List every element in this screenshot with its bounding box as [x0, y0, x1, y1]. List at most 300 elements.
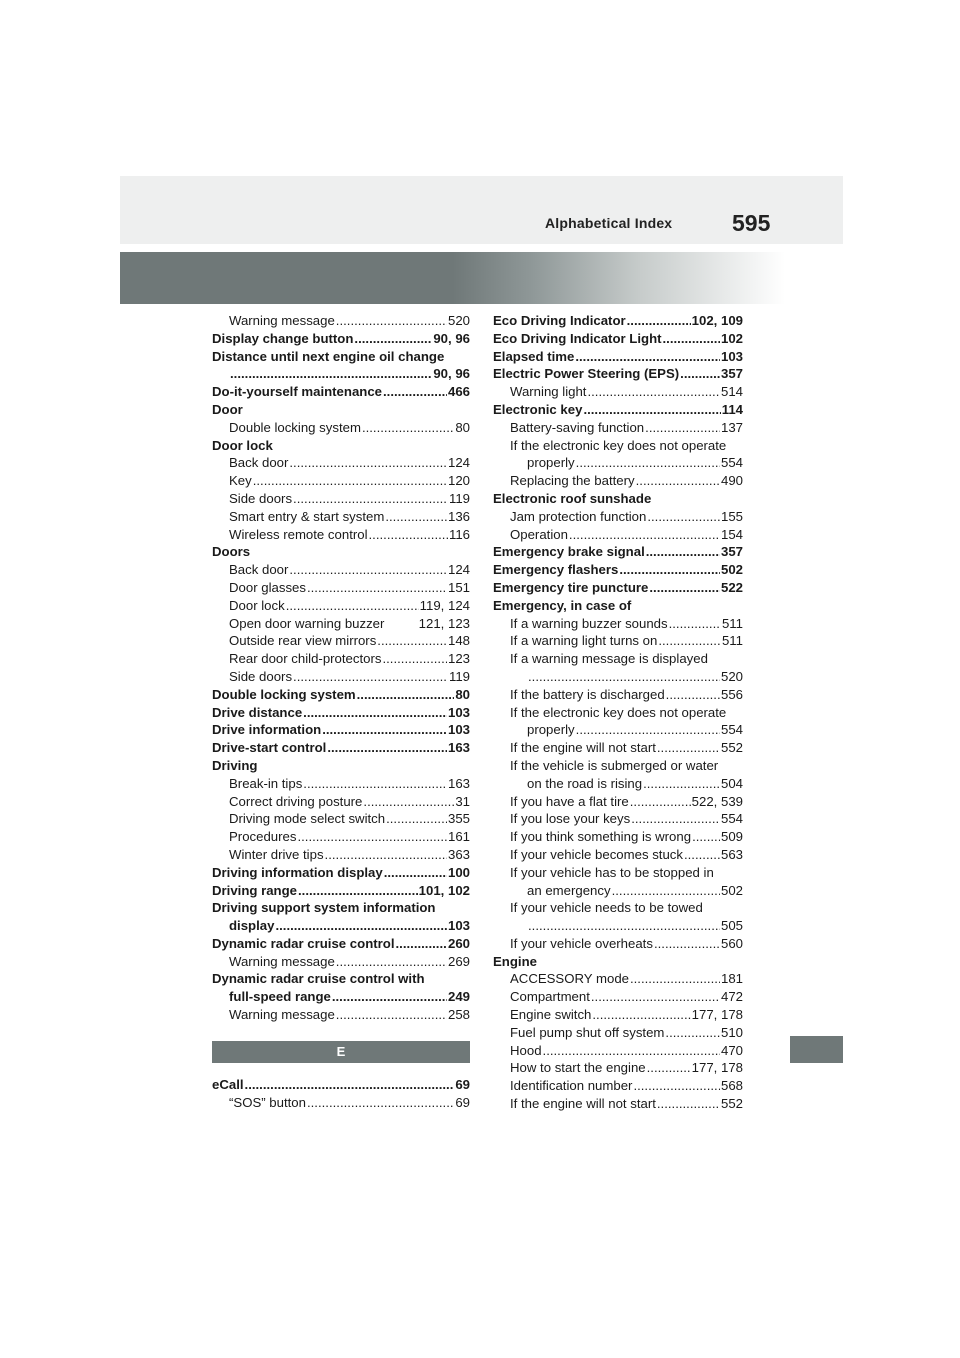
- index-entry: [212, 490, 470, 508]
- dot-leader: [680, 365, 720, 383]
- dot-leader: [591, 988, 720, 1006]
- index-heading: Door: [212, 401, 243, 417]
- index-heading: Driving support system information: [212, 900, 436, 916]
- index-entry: [493, 686, 743, 704]
- dot-leader: [669, 615, 721, 633]
- dot-leader: [587, 383, 720, 401]
- index-subheading: If your vehicle has to be stopped in: [510, 864, 714, 880]
- dot-leader: [396, 935, 447, 953]
- entry-term: Display change button: [212, 330, 354, 346]
- dot-leader: [619, 561, 720, 579]
- dot-leader: [286, 597, 419, 615]
- entry-page-ref: 560: [720, 935, 743, 951]
- dot-leader: [377, 632, 447, 650]
- entry-term: Hood: [510, 1042, 542, 1058]
- entry-page-ref: 568: [720, 1078, 743, 1094]
- entry-term: properly: [527, 722, 575, 738]
- entry-term: Replacing the battery: [510, 473, 635, 489]
- index-entry: [493, 970, 743, 988]
- entry-page-ref: 116: [448, 526, 470, 542]
- entry-term: Rear door child-protectors: [229, 651, 382, 667]
- entry-term: Emergency brake signal: [493, 544, 645, 560]
- entry-page-ref: 103: [447, 704, 470, 720]
- entry-page-ref: 260: [447, 935, 470, 951]
- entry-page-ref: 522, 539: [691, 793, 743, 809]
- entry-page-ref: 504: [720, 775, 743, 791]
- index-heading: Electronic roof sunshade: [493, 490, 652, 506]
- entry-term: Operation: [510, 526, 568, 542]
- index-entry: [212, 561, 470, 579]
- index-subheading: If the electronic key does not operate: [510, 437, 727, 453]
- entry-term: ACCESSORY mode: [510, 971, 629, 987]
- dot-leader: [645, 419, 720, 437]
- index-subheading: If the vehicle is submerged or water: [510, 757, 719, 773]
- entry-term: Electronic key: [493, 401, 583, 417]
- dot-leader: [327, 739, 447, 757]
- entry-term: If a warning buzzer sounds: [510, 615, 668, 631]
- index-entry: [493, 1077, 743, 1095]
- index-entry: [212, 704, 470, 722]
- dot-leader: [657, 1095, 720, 1113]
- index-entry: [493, 1006, 743, 1024]
- entry-term: Battery-saving function: [510, 419, 645, 435]
- dot-leader: [631, 810, 720, 828]
- index-entry: [212, 686, 470, 704]
- entry-page-ref: 554: [720, 455, 743, 471]
- dot-leader: [354, 330, 432, 348]
- entry-term: Double locking system: [212, 686, 356, 702]
- index-subheading: If your vehicle needs to be towed: [510, 900, 703, 916]
- entry-page-ref: 514: [720, 384, 743, 400]
- entry-page-ref: 119: [448, 490, 470, 506]
- entry-page-ref: 80: [455, 419, 470, 435]
- index-entry: [493, 793, 743, 811]
- entry-page-ref: 502: [720, 562, 743, 578]
- entry-term: Warning message: [229, 953, 335, 969]
- dot-leader: [357, 686, 455, 704]
- dot-leader: [325, 846, 447, 864]
- dot-leader: [307, 579, 447, 597]
- index-entry: [493, 988, 743, 1006]
- index-entry: [212, 472, 470, 490]
- entry-page-ref: 563: [720, 846, 743, 862]
- dot-leader: [307, 1094, 454, 1112]
- entry-term: Outside rear view mirrors: [229, 633, 377, 649]
- index-entry: [212, 1094, 470, 1112]
- entry-page-ref: 177, 178: [691, 1007, 743, 1023]
- index-heading: Dynamic radar cruise control with: [212, 971, 425, 987]
- entry-page-ref: 119: [448, 668, 470, 684]
- index-heading: Distance until next engine oil change: [212, 348, 445, 364]
- entry-term: Do-it-yourself maintenance: [212, 384, 383, 400]
- index-entry: [493, 454, 743, 472]
- index-entry: [212, 935, 470, 953]
- entry-term: If you lose your keys: [510, 811, 631, 827]
- index-heading: Engine: [493, 953, 537, 969]
- index-entry: [212, 810, 470, 828]
- entry-page-ref: 124: [447, 455, 470, 471]
- index-column-left: [212, 312, 470, 1111]
- dot-leader: [298, 882, 418, 900]
- dot-leader: [369, 526, 448, 544]
- entry-term: Drive-start control: [212, 740, 327, 756]
- entry-page-ref: 505: [720, 918, 743, 934]
- dot-leader: [385, 508, 447, 526]
- entry-page-ref: 121, 123: [418, 615, 470, 631]
- dot-leader: [630, 793, 691, 811]
- entry-page-ref: 511: [721, 615, 743, 631]
- entry-page-ref: 151: [447, 579, 470, 595]
- entry-term: If a warning light turns on: [510, 633, 658, 649]
- entry-term: Winter drive tips: [229, 846, 324, 862]
- dot-leader: [636, 472, 720, 490]
- entry-page-ref: 520: [720, 668, 743, 684]
- dot-leader: [633, 1077, 720, 1095]
- index-entry: [212, 793, 470, 811]
- entry-term: Warning light: [510, 384, 587, 400]
- dot-leader: [569, 526, 720, 544]
- dot-leader: [253, 472, 447, 490]
- entry-page-ref: 181: [720, 971, 743, 987]
- index-entry: [493, 1024, 743, 1042]
- index-entry: [493, 312, 743, 330]
- entry-page-ref: 137: [720, 419, 743, 435]
- dot-leader: [332, 988, 447, 1006]
- entry-term: Identification number: [510, 1078, 633, 1094]
- entry-page-ref: 522: [720, 579, 743, 595]
- dot-leader: [528, 917, 720, 935]
- entry-term: Break-in tips: [229, 775, 303, 791]
- entry-term: eCall: [212, 1076, 244, 1092]
- dot-leader: [657, 739, 720, 757]
- index-entry: [212, 312, 470, 330]
- dot-leader: [647, 508, 720, 526]
- entry-term: Emergency tire puncture: [493, 579, 649, 595]
- dot-leader: [576, 454, 720, 472]
- index-entry: [493, 1042, 743, 1060]
- dot-leader: [692, 828, 720, 846]
- index-entry: [212, 721, 470, 739]
- index-subheading: If a warning message is displayed: [510, 651, 708, 667]
- dot-leader: [665, 1024, 720, 1042]
- entry-page-ref: 554: [720, 722, 743, 738]
- dot-leader: [363, 793, 454, 811]
- entry-term: Warning message: [229, 313, 335, 328]
- entry-page-ref: 102: [720, 330, 743, 346]
- entry-page-ref: 123: [447, 651, 470, 667]
- entry-term: Correct driving posture: [229, 793, 363, 809]
- index-heading: Driving: [212, 757, 258, 773]
- dot-leader: [289, 561, 447, 579]
- index-entry: [493, 508, 743, 526]
- index-entry: [212, 526, 470, 544]
- entry-term: Driving mode select switch: [229, 811, 386, 827]
- entry-page-ref: 31: [455, 793, 470, 809]
- entry-page-ref: 154: [720, 526, 743, 542]
- entry-term: on the road is rising: [527, 775, 643, 791]
- entry-term: How to start the engine: [510, 1060, 646, 1076]
- index-heading: Doors: [212, 544, 251, 560]
- entry-page-ref: 509: [720, 829, 743, 845]
- entry-page-ref: 163: [447, 740, 470, 756]
- entry-term: If the engine will not start: [510, 1096, 656, 1112]
- entry-page-ref: 269: [447, 953, 470, 969]
- entry-page-ref: 355: [447, 811, 470, 827]
- index-entry: [493, 846, 743, 864]
- entry-page-ref: 155: [720, 508, 743, 524]
- entry-page-ref: 490: [720, 473, 743, 489]
- index-entry: [212, 579, 470, 597]
- index-column-right: [493, 312, 743, 1113]
- index-entry: [212, 632, 470, 650]
- entry-page-ref: 90, 96: [433, 330, 470, 346]
- entry-page-ref: 466: [447, 384, 470, 400]
- index-entry: [493, 917, 743, 935]
- dot-leader: [386, 810, 447, 828]
- entry-term: If you have a flat tire: [510, 793, 629, 809]
- index-entry: [212, 615, 470, 633]
- entry-term: display: [229, 918, 275, 934]
- dot-leader: [362, 419, 454, 437]
- entry-page-ref: 363: [447, 846, 470, 862]
- dot-leader: [297, 828, 447, 846]
- dot-leader: [647, 1059, 691, 1077]
- entry-page-ref: 502: [720, 882, 743, 898]
- entry-page-ref: 80: [455, 686, 470, 702]
- dot-leader: [543, 1042, 720, 1060]
- index-entry: [212, 882, 470, 900]
- index-entry: [212, 668, 470, 686]
- index-entry: [212, 917, 470, 935]
- entry-term: Fuel pump shut off system: [510, 1024, 665, 1040]
- index-entry: [493, 882, 743, 900]
- index-entry: [493, 543, 743, 561]
- index-entry: [493, 739, 743, 757]
- dot-leader: [303, 775, 447, 793]
- dot-leader: [583, 401, 720, 419]
- index-heading: Emergency, in case of: [493, 597, 632, 613]
- entry-term: Compartment: [510, 989, 590, 1005]
- entry-term: Drive information: [212, 722, 322, 738]
- dot-leader: [336, 953, 447, 971]
- index-entry: [212, 1006, 470, 1024]
- entry-term: Door lock: [229, 597, 285, 613]
- dot-leader: [245, 1076, 455, 1094]
- entry-term: Side doors: [229, 490, 293, 506]
- entry-page-ref: 472: [720, 989, 743, 1005]
- entry-page-ref: 161: [447, 829, 470, 845]
- entry-page-ref: 556: [720, 686, 743, 702]
- index-entry: [493, 1059, 743, 1077]
- index-entry: [493, 419, 743, 437]
- index-entry: [212, 953, 470, 971]
- index-entry: [493, 810, 743, 828]
- index-entry: [493, 935, 743, 953]
- dot-leader: [528, 668, 720, 686]
- dot-leader: [627, 312, 691, 330]
- entry-page-ref: 124: [447, 562, 470, 578]
- dot-leader: [654, 935, 720, 953]
- dot-leader: [576, 721, 720, 739]
- index-entry: [493, 828, 743, 846]
- entry-term: Door glasses: [229, 579, 306, 595]
- index-entry: [493, 668, 743, 686]
- entry-term: Double locking system: [229, 419, 361, 435]
- entry-page-ref: 119, 124: [419, 597, 470, 613]
- entry-term: Procedures: [229, 829, 297, 845]
- entry-page-ref: 103: [447, 722, 470, 738]
- entry-term: If your vehicle becomes stuck: [510, 846, 683, 862]
- entry-term: Key: [229, 473, 252, 489]
- dot-leader: [649, 579, 720, 597]
- entry-page-ref: 249: [447, 989, 470, 1005]
- dot-leader: [646, 543, 720, 561]
- dot-leader: [230, 365, 432, 383]
- entry-page-ref: 101, 102: [418, 882, 470, 898]
- dot-leader: [336, 1006, 447, 1024]
- entry-page-ref: 120: [447, 473, 470, 489]
- entry-term: Dynamic radar cruise control: [212, 935, 395, 951]
- entry-term: Wireless remote control: [229, 526, 368, 542]
- dot-leader: [382, 650, 447, 668]
- entry-term: Driving range: [212, 882, 298, 898]
- section-letter-bar: E: [212, 1041, 470, 1063]
- index-entry: [212, 330, 470, 348]
- index-subheading: If the electronic key does not operate: [510, 704, 727, 720]
- entry-term: Engine switch: [510, 1007, 592, 1023]
- section-title: Alphabetical Index: [545, 215, 673, 231]
- entry-page-ref: 102, 109: [691, 313, 743, 328]
- dot-leader: [643, 775, 720, 793]
- index-entry: [493, 330, 743, 348]
- page-number: 595: [732, 210, 771, 236]
- entry-page-ref: 136: [447, 508, 470, 524]
- dot-leader: [336, 312, 447, 330]
- index-entry: [212, 1076, 470, 1094]
- entry-term: Eco Driving Indicator Light: [493, 330, 662, 346]
- index-entry: [212, 739, 470, 757]
- entry-term: Jam protection function: [510, 508, 647, 524]
- dot-leader: [658, 632, 721, 650]
- entry-page-ref: 552: [720, 1096, 743, 1112]
- entry-term: If you think something is wrong: [510, 829, 692, 845]
- index-entry: [212, 419, 470, 437]
- entry-term: Elapsed time: [493, 348, 575, 364]
- entry-term: Back door: [229, 562, 289, 578]
- index-entry: [212, 454, 470, 472]
- entry-page-ref: 148: [447, 633, 470, 649]
- dot-leader: [592, 1006, 690, 1024]
- index-heading: Door lock: [212, 437, 273, 453]
- index-entry: [212, 988, 470, 1006]
- index-entry: [493, 348, 743, 366]
- index-entry: [493, 615, 743, 633]
- entry-term: Smart entry & start system: [229, 508, 385, 524]
- index-entry: [493, 561, 743, 579]
- entry-page-ref: 357: [720, 366, 743, 382]
- entry-page-ref: 511: [721, 633, 743, 649]
- dot-leader: [293, 668, 448, 686]
- entry-page-ref: 103: [720, 348, 743, 364]
- index-entry: [493, 526, 743, 544]
- header-gradient-bar: [120, 252, 785, 304]
- entry-page-ref: 114: [721, 401, 743, 417]
- index-entry: [493, 632, 743, 650]
- entry-term: Electric Power Steering (EPS): [493, 366, 680, 382]
- index-entry: [212, 775, 470, 793]
- index-entry: [493, 775, 743, 793]
- entry-term: If the battery is discharged: [510, 686, 665, 702]
- entry-term: Open door warning buzzer: [229, 615, 385, 631]
- entry-term: If the engine will not start: [510, 740, 656, 756]
- dot-leader: [684, 846, 720, 864]
- entry-term: Side doors: [229, 668, 293, 684]
- dot-leader: [612, 882, 720, 900]
- entry-term: full-speed range: [229, 989, 331, 1005]
- entry-page-ref: 90, 96: [433, 366, 470, 382]
- index-entry: [493, 1095, 743, 1113]
- index-entry: [212, 508, 470, 526]
- entry-term: If your vehicle overheats: [510, 935, 653, 951]
- chapter-tab: [790, 1036, 843, 1063]
- entry-term: “SOS” button: [229, 1094, 306, 1110]
- entry-term: Drive distance: [212, 704, 303, 720]
- entry-page-ref: 258: [447, 1007, 470, 1023]
- dot-leader: [630, 970, 720, 988]
- entry-term: Emergency flashers: [493, 562, 619, 578]
- entry-term: properly: [527, 455, 575, 471]
- index-entry: [212, 650, 470, 668]
- entry-term: Driving information display: [212, 864, 383, 880]
- index-entry: [493, 721, 743, 739]
- entry-page-ref: 163: [447, 775, 470, 791]
- dot-leader: [384, 864, 447, 882]
- entry-page-ref: 520: [447, 313, 470, 328]
- index-entry: [493, 401, 743, 419]
- entry-page-ref: 69: [455, 1094, 470, 1110]
- entry-page-ref: 69: [455, 1076, 470, 1092]
- entry-page-ref: 100: [447, 864, 470, 880]
- index-entry: [493, 365, 743, 383]
- entry-page-ref: 357: [720, 544, 743, 560]
- index-entry: [212, 846, 470, 864]
- entry-page-ref: 470: [720, 1042, 743, 1058]
- dot-leader: [293, 490, 448, 508]
- entry-page-ref: 103: [447, 918, 470, 934]
- dot-leader: [383, 383, 447, 401]
- entry-term: Warning message: [229, 1007, 335, 1023]
- dot-leader: [303, 704, 447, 722]
- dot-leader: [275, 917, 447, 935]
- index-entry: [212, 864, 470, 882]
- dot-leader: [666, 686, 720, 704]
- entry-term: Eco Driving Indicator: [493, 313, 626, 328]
- dot-leader: [322, 721, 447, 739]
- index-entry: [493, 472, 743, 490]
- entry-term: Back door: [229, 455, 289, 471]
- entry-page-ref: 554: [720, 811, 743, 827]
- dot-leader: [289, 454, 447, 472]
- dot-leader: [575, 348, 720, 366]
- index-entry: [212, 828, 470, 846]
- entry-term: an emergency: [527, 882, 611, 898]
- entry-page-ref: 510: [720, 1024, 743, 1040]
- index-entry: [212, 383, 470, 401]
- index-entry: [212, 365, 470, 383]
- index-entry: [212, 597, 470, 615]
- entry-page-ref: 552: [720, 740, 743, 756]
- index-entry: [493, 579, 743, 597]
